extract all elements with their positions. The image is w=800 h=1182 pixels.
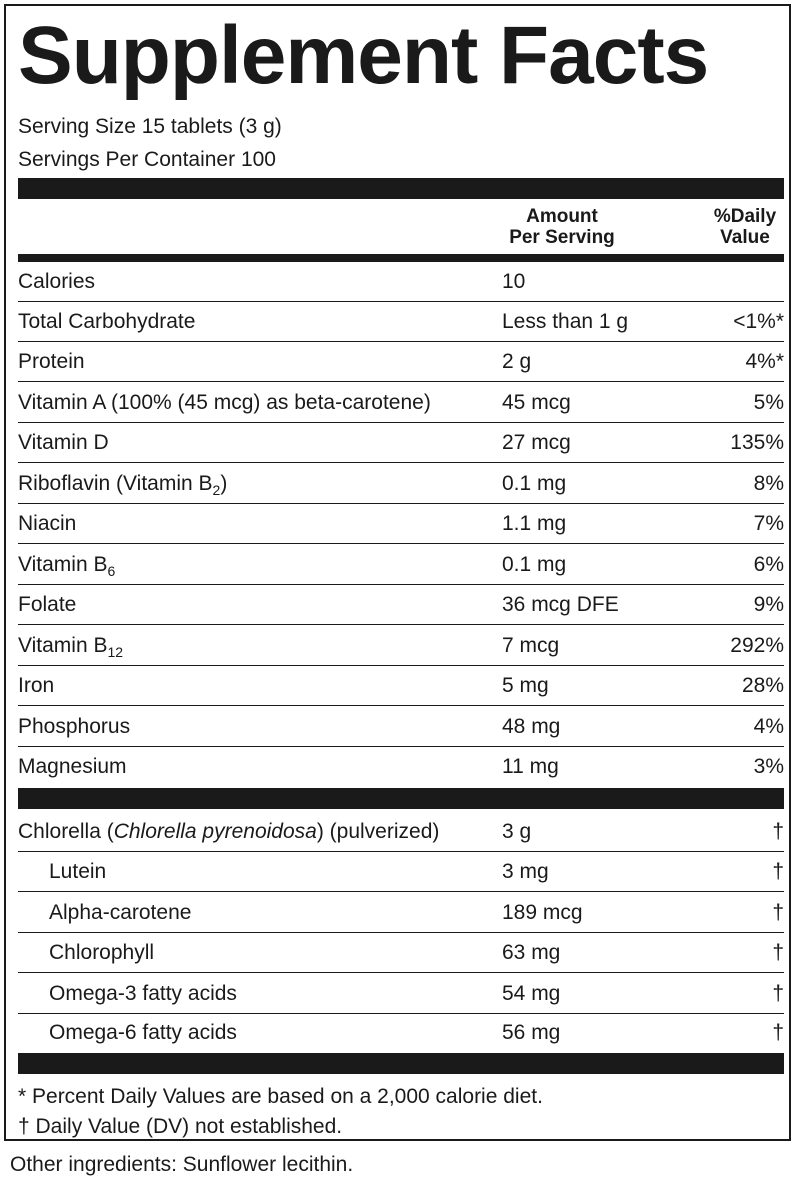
nutrient-dv: 5%	[753, 391, 784, 414]
component-dv: †	[772, 941, 784, 964]
component-amount: 56 mg	[502, 1021, 561, 1044]
divider-bar-top	[18, 178, 784, 199]
nutrient-row	[18, 342, 784, 382]
nutrient-name: Phosphorus	[18, 715, 131, 738]
nutrient-amount: 5 mg	[502, 674, 549, 697]
dv-header-line2: Value	[720, 227, 770, 248]
component-name: Omega-6 fatty acids	[49, 1021, 237, 1044]
nutrient-dv: 4%*	[745, 350, 784, 373]
divider-bar-header	[18, 254, 784, 262]
nutrient-row	[18, 423, 784, 463]
component-dv: †	[772, 860, 784, 883]
nutrient-row	[18, 707, 784, 747]
nutrient-row	[18, 585, 784, 625]
component-name: Omega-3 fatty acids	[49, 982, 237, 1005]
nutrient-dv: 6%	[753, 553, 784, 576]
nutrient-dv: 3%	[753, 755, 784, 778]
nutrient-name: Riboflavin (Vitamin $B_2$)	[18, 472, 228, 498]
nutrient-amount: 0.1 mg	[502, 553, 567, 576]
component-dv: †	[772, 1021, 784, 1044]
amount-header-line1: Amount	[526, 206, 598, 227]
nutrient-dv: 135%	[730, 431, 784, 454]
nutrient-amount: 1.1 mg	[502, 512, 567, 535]
nutrient-dv: 292%	[730, 634, 784, 657]
daily-value-header	[690, 206, 800, 248]
nutrient-name: Protein	[18, 350, 85, 373]
component-amount: 54 mg	[502, 982, 561, 1005]
component-row	[18, 933, 784, 973]
nutrient-row	[18, 464, 784, 504]
chlorella-row	[18, 812, 784, 852]
divider-bar-bottom	[18, 1053, 784, 1074]
nutrient-amount: 7 mcg	[502, 634, 560, 657]
serving-size: Serving Size 15 tablets (3 g)	[18, 115, 282, 138]
nutrient-name: Vitamin A (100% (45 mcg) as beta-carotene)	[18, 391, 431, 414]
ingredient-name: Chlorella (Chlorella pyrenoidosa) (pulverized)	[18, 820, 440, 843]
nutrient-amount: 0.1 mg	[502, 472, 567, 495]
nutrient-dv: 4%	[753, 715, 784, 738]
nutrient-dv: 28%	[741, 674, 784, 697]
nutrient-name: Magnesium	[18, 755, 127, 778]
nutrient-amount: 48 mg	[502, 715, 561, 738]
nutrient-name: Iron	[18, 674, 55, 697]
nutrient-row	[18, 626, 784, 666]
component-name: Lutein	[49, 860, 107, 883]
ingredient-dv: †	[772, 820, 784, 843]
component-name: Alpha-carotene	[49, 901, 192, 924]
footnote-daily-values: * Percent Daily Values are based on a 2,000 calorie diet.	[18, 1085, 543, 1108]
nutrient-name: Vitamin D	[18, 431, 109, 454]
component-dv: †	[772, 901, 784, 924]
footnote-dagger: † Daily Value (DV) not established.	[18, 1115, 343, 1138]
component-amount: 189 mcg	[502, 901, 583, 924]
servings-per-container: Servings Per Container 100	[18, 148, 276, 171]
nutrient-dv: 7%	[753, 512, 784, 535]
nutrient-dv: <1%*	[733, 310, 784, 333]
nutrient-amount: 2 g	[502, 350, 532, 373]
nutrient-amount: 36 mcg DFE	[502, 593, 619, 616]
amount-header-line2: Per Serving	[509, 227, 615, 248]
nutrient-amount: 10	[502, 270, 526, 293]
nutrient-dv: 8%	[753, 472, 784, 495]
nutrient-amount: 27 mcg	[502, 431, 571, 454]
amount-per-serving-header	[482, 206, 642, 248]
component-row	[18, 893, 784, 933]
component-row	[18, 1013, 784, 1053]
nutrient-row	[18, 302, 784, 342]
ingredient-amount: 3 g	[502, 820, 532, 843]
nutrient-name: Folate	[18, 593, 77, 616]
nutrient-row	[18, 262, 784, 302]
nutrient-row	[18, 383, 784, 423]
nutrient-dv: 9%	[753, 593, 784, 616]
nutrient-amount: 11 mg	[502, 755, 559, 778]
component-dv: †	[772, 982, 784, 1005]
nutrient-row	[18, 747, 784, 787]
nutrient-name: Vitamin $B_{12}$	[18, 634, 124, 660]
panel-title: Supplement Facts	[18, 10, 709, 101]
other-ingredients: Other ingredients: Sunflower lecithin.	[10, 1153, 354, 1176]
component-amount: 63 mg	[502, 941, 561, 964]
nutrient-name: Total Carbohydrate	[18, 310, 196, 333]
nutrient-amount: 45 mcg	[502, 391, 571, 414]
nutrient-name: Niacin	[18, 512, 77, 535]
nutrient-row	[18, 545, 784, 585]
nutrient-row	[18, 666, 784, 706]
nutrient-name: Calories	[18, 270, 96, 293]
nutrient-amount: Less than 1 g	[502, 310, 629, 333]
component-amount: 3 mg	[502, 860, 549, 883]
component-row	[18, 974, 784, 1014]
component-name: Chlorophyll	[49, 941, 155, 964]
nutrient-row	[18, 504, 784, 544]
nutrient-name: Vitamin $B_6$	[18, 553, 116, 579]
supplement-facts-panel	[4, 4, 791, 1141]
component-row	[18, 852, 784, 892]
divider-bar-middle	[18, 788, 784, 809]
dv-header-line1: %Daily	[713, 206, 777, 227]
